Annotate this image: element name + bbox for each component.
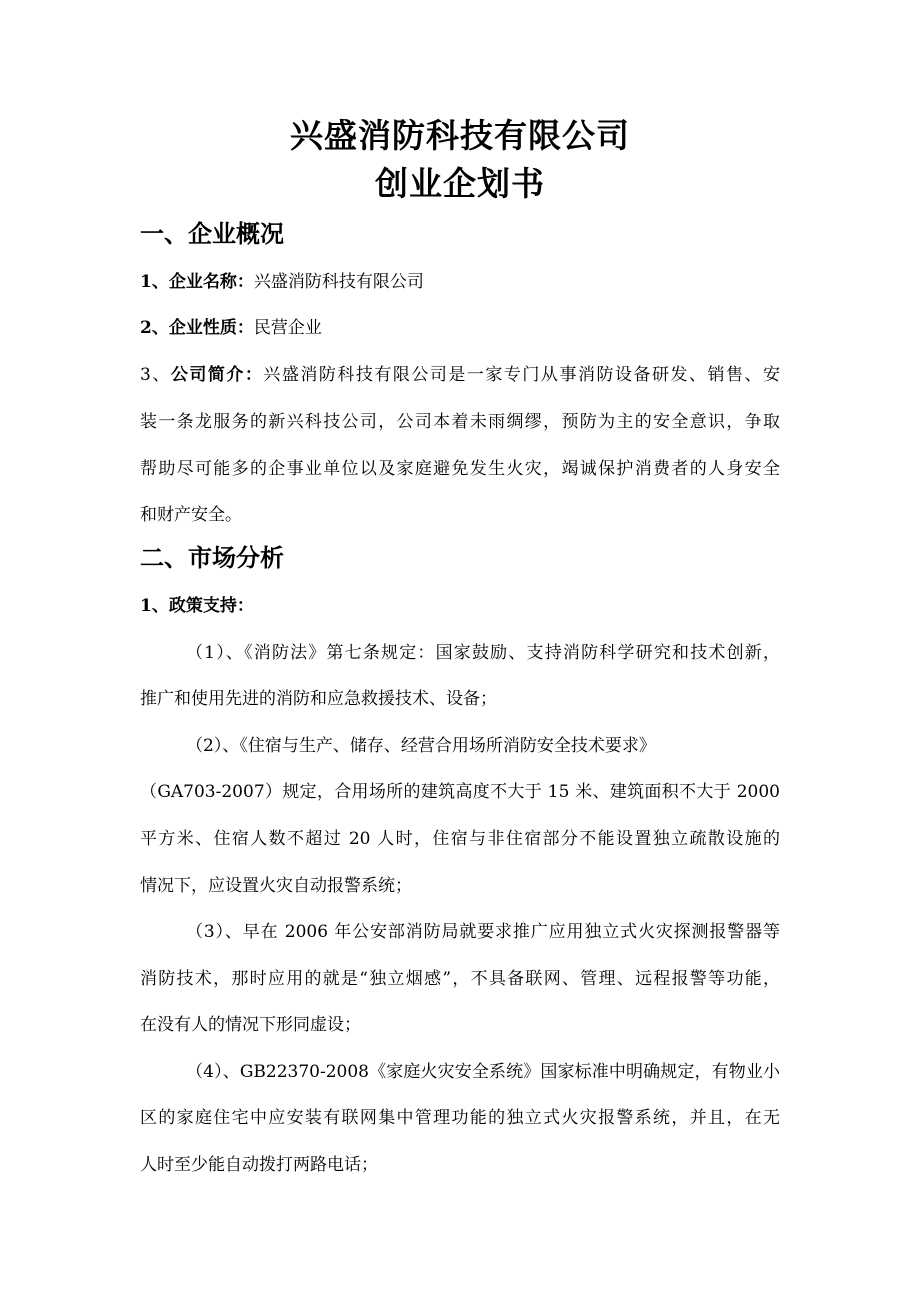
policy-paragraph-line: 平方米、住宿人数不超过 20 人时，住宿与非住宿部分不能设置独立疏散设施的 <box>140 829 780 849</box>
company-type-row <box>140 316 780 340</box>
company-intro-line <box>140 363 780 387</box>
section-heading-market: 二、市场分析 <box>140 544 284 572</box>
policy-paragraph-line: 推广和使用先进的消防和应急救援技术、设备； <box>140 689 497 709</box>
company-intro-line: 帮助尽可能多的企事业单位以及家庭避免发生火灾，竭诚保护消费者的人身安全 <box>140 459 780 479</box>
policy-support-heading: 1、政策支持： <box>140 596 254 616</box>
policy-paragraph-line: （GA703-2007）规定，合用场所的建筑高度不大于 15 米、建筑面积不大于 2000 <box>140 782 780 802</box>
company-type-value: 民营企业 <box>253 318 322 338</box>
policy-paragraph-line: （2）、《住宿与生产、储存、经营合用场所消防安全技术要求》 <box>186 736 656 756</box>
policy-paragraph-line: （1）、《消防法》第七条规定：国家鼓励、支持消防科学研究和技术创新， <box>186 643 780 663</box>
company-type-label: 2、企业性质： <box>140 318 254 338</box>
policy-paragraph-line: 人时至少能自动拨打两路电话； <box>140 1155 378 1175</box>
company-name-value: 兴盛消防科技有限公司 <box>253 272 424 292</box>
company-intro-line: 装一条龙服务的新兴科技公司，公司本着未雨绸缪，预防为主的安全意识，争取 <box>140 412 780 432</box>
policy-paragraph-line: （3）、早在 2006 年公安部消防局就要求推广应用独立式火灾探测报警器等 <box>186 922 780 942</box>
document-title-company: 兴盛消防科技有限公司 <box>290 116 630 155</box>
policy-paragraph-line: 区的家庭住宅中应安装有联网集中管理功能的独立式火灾报警系统，并且，在无 <box>140 1108 780 1128</box>
company-intro-line: 和财产安全。 <box>140 505 242 525</box>
policy-paragraph-line: 在没有人的情况下形同虚设； <box>140 1015 361 1035</box>
company-intro-label: 公司简介： <box>170 365 264 385</box>
company-intro-text: 兴盛消防科技有限公司是一家专门从事消防设备研发、销售、安 <box>263 365 780 385</box>
section-heading-overview: 一、企业概况 <box>140 220 284 248</box>
policy-paragraph-line: （4）、GB22370-2008《家庭火灾安全系统》国家标准中明确规定，有物业小 <box>186 1062 780 1082</box>
company-name-row <box>140 270 780 294</box>
company-name-label: 1、企业名称： <box>140 272 254 292</box>
policy-paragraph-line: 消防技术，那时应用的就是“独立烟感”，不具备联网、管理、远程报警等功能， <box>140 969 780 989</box>
document-title-plan: 创业企划书 <box>375 164 545 203</box>
policy-paragraph-line: 情况下，应设置火灾自动报警系统； <box>140 876 412 896</box>
company-intro-number: 3、 <box>140 365 171 385</box>
